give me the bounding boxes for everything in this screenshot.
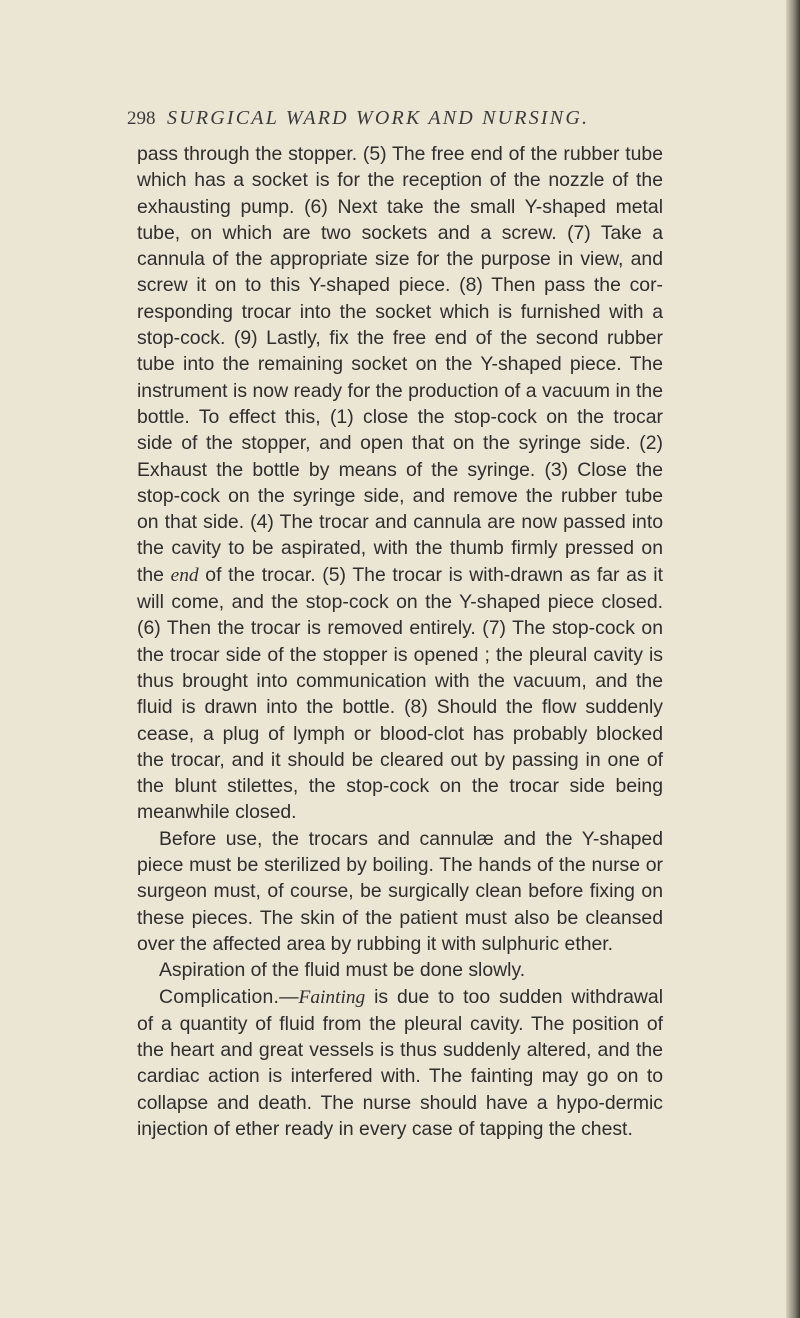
paragraph-instructions: [137, 141, 663, 826]
page-header: [127, 104, 687, 138]
section-heading: Complication.: [159, 985, 280, 1008]
paragraph-text-part: is due to too sudden withdrawal of a quantity of fluid from the pleural cavity. The position of the heart and great vessels is thus suddenly altered, and the cardiac action is interfered with. The fainting may go on to collapse and death. The nurse should have a hypo-dermic injection of ether ready in every case of tapping the chest.: [137, 985, 663, 1140]
body-text: [137, 141, 663, 1142]
paragraph-aspiration: Aspiration of the fluid must be done slowly.: [159, 959, 526, 982]
paragraph-text-part: of the trocar. (5) The trocar is with-drawn as far as it will come, and the stop-cock on the Y-shaped piece closed. (6) Then the trocar is removed entirely. (7) The stop-cock on the trocar side of the stopper is opened ; the pleural cavity is thus brought into communication with the vacuum, and the fluid is drawn into the bottle. (8) Should the flow suddenly cease, a plug of lymph or blood-clot has probably blocked the trocar, and it should be cleared out by passing in one of the blunt stilettes, the stop-cock on the trocar side being meanwhile closed.: [137, 563, 663, 824]
page-number: 298: [127, 108, 156, 129]
running-head: SURGICAL WARD WORK AND NURSING.: [167, 107, 590, 129]
em-dash: —: [279, 985, 299, 1008]
paragraph-complication: [137, 984, 663, 1143]
page-edge-shadow: [786, 0, 800, 1318]
paragraph-sterilization: Before use, the trocars and cannulæ and the Y-shaped piece must be sterilized by boiling. The hands of the nurse or surgeon must, of course, be surgically clean before fixing on these pieces. The skin of the patient must also be cleansed over the affected area by rubbing it with sulphuric ether.: [137, 827, 663, 955]
paragraph-text-part: pass through the stopper. (5) The free end of the rubber tube which has a socket is for the reception of the nozzle of the exhausting pump. (6) Next take the small Y-shaped metal tube, on which are two sockets and a screw. (7) Take a cannula of the appropriate size for the purpose in view, and screw it on to this Y-shaped piece. (8) Then pass the cor-responding trocar into the socket which is furnished with a stop-cock. (9) Lastly, fix the free end of the second rubber tube into the remaining socket on the Y-shaped piece. The instrument is now ready for the production of a vacuum in the bottle. To effect this, (1) close the stop-cock on the trocar side of the stopper, and open that on the syringe side. (2) Exhaust the bottle by means of the syringe. (3) Close the stop-cock on the syringe side, and remove the rubber tube on that side. (4) The trocar and cannula are now passed into the cavity to be aspirated, with the thumb firmly pressed on the: [137, 143, 663, 586]
italic-term: Fainting: [298, 986, 366, 1008]
italic-word: end: [170, 564, 199, 586]
